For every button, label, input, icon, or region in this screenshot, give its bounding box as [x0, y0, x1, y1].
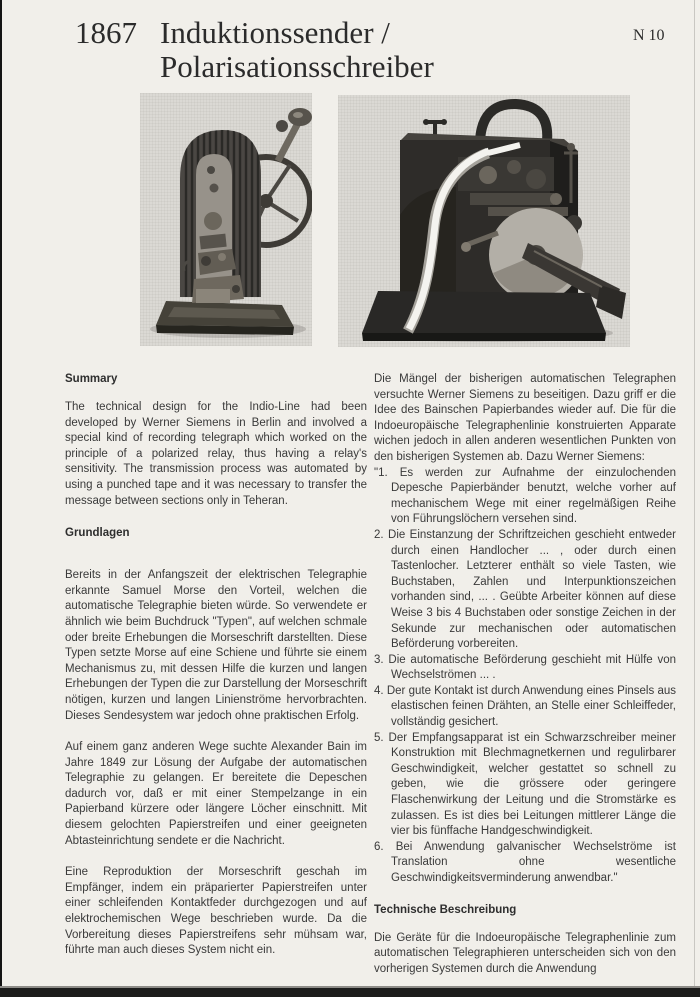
page-title-line1: Induktionssender /	[160, 15, 390, 50]
list-item-5	[374, 731, 676, 840]
summary-paragraph: The technical design for the Indio-Line had been developed by Werner Siemens in Berlin and involved a special kind of recording telegraph which worked on the principle of a polarized relay, thus having a relay's sensitivity. The transmission process was automated by using a punched tape and it was necessary to transfer the message between sections only in Teheran.	[65, 401, 367, 507]
siemens-quote-list	[374, 466, 676, 887]
year-label: 1867	[75, 15, 137, 50]
list-item-6	[374, 840, 676, 887]
list-item-5-text: Der Empfangsapparat ist ein Schwarzschreiber meiner Konstruktion mit Blechmagnetkernen und regulirbarer Geschwindigkeit, welcher gestattet so schnell zu geben, wie die grössere oder geringere Flaschenwirkung der Leitung und die Stromstärke es zulassen. Es ist dies bei Leitungen mittlerer Länge die vier bis fünffache Handgeschwindigkeit.	[388, 731, 676, 838]
list-item-3-text: Die automatische Beförderung geschieht mit Hülfe von Wechselströmen ... .	[388, 653, 676, 682]
scan-edge-bottom	[0, 986, 700, 997]
list-item-4-marker: 4.	[374, 684, 384, 697]
summary-heading: Summary	[65, 373, 118, 385]
polarisationsschreiber-illustration	[338, 95, 630, 347]
list-item-4	[374, 684, 676, 731]
list-item-1-text: Es werden zur Aufnahme der einzulochenden Depesche Papierbänder benutzt, welche vorher auf mechanischem Wege mit einer regelmäßigen Reihe von Führungslöchern versehen sind.	[391, 466, 676, 526]
grundlagen-paragraph-2: Auf einem ganz anderen Wege suchte Alexander Bain im Jahre 1849 zur Lösung der Aufgabe der automatischen Telegraphie zu gelangen. Er bereitete die Depeschen dadurch vor, daß er mit einer Stempelzange in ein Papierband kürzere oder längere Löcher einschnitt. Mit diesem gelochten Papierstreifen und einer geeigneten Abtasteinrichtung sendete er die Nachricht.	[65, 741, 367, 847]
scan-edge-left	[0, 0, 2, 997]
grundlagen-paragraph-3: Eine Reproduktion der Morseschrift geschah im Empfänger, indem ein präparierter Papierstreifen unter einer schleifenden Kontaktfeder durchgezogen und auf elektrochemischen Wege beschrieben wurde. Da die Vorbereitung dieses Papierstreifens sehr mühsam war, führte man auch dieses System nicht ein.	[65, 866, 367, 957]
scan-edge-right	[694, 0, 695, 997]
left-column	[65, 372, 367, 959]
list-item-5-marker: 5.	[374, 731, 384, 744]
photo-induktionssender	[140, 93, 312, 346]
maengel-paragraph: Die Mängel der bisherigen automatischen Telegraphen versuchte Werner Siemens zu beseitigen. Dazu griff er die Idee des Bainschen Papierbandes wieder auf. Die für die Indoeuropäische Telegraphenlinie konstruierten Apparate wichen jedoch in allen anderen wesentlichen Punkten von den bisherigen Systemen ab. Dazu Werner Siemens:	[374, 373, 676, 463]
list-item-6-text: Bei Anwendung galvanischer Wechselströme ist Translation ohne wesentliche Geschwindigkeitsverminderung anwendbar."	[391, 840, 676, 884]
technische-paragraph: Die Geräte für die Indoeuropäische Telegraphenlinie zum automatischen Telegraphieren unterscheiden sich von den vorherigen Systemen durch die Anwendung	[374, 931, 676, 975]
list-item-3	[374, 653, 676, 684]
technische-heading: Technische Beschreibung	[374, 903, 517, 916]
list-item-2	[374, 528, 676, 653]
catalog-number: N 10	[633, 27, 665, 44]
grundlagen-heading: Grundlagen	[65, 527, 130, 540]
page-header	[75, 16, 434, 84]
list-item-6-marker: 6.	[374, 840, 384, 853]
list-item-4-text: Der gute Kontakt ist durch Anwendung eines Pinsels aus elastischen feinen Drähten, an Stelle einer Schleiffeder, vollständig gesichert.	[386, 684, 676, 729]
list-item-3-marker: 3.	[374, 653, 384, 666]
induktionssender-illustration	[140, 93, 312, 346]
photo-polarisationsschreiber	[338, 95, 630, 347]
list-item-1-marker: "1.	[374, 466, 388, 479]
list-item-2-text: Die Einstanzung der Schriftzeichen geschieht entweder durch einen Handlocher ... , oder durch einen Tastenlocher. Letzterer enthält so viele Tasten, wie Buchstaben, Zahlen und Interpunktionszeichen vorhanden sind, ... . Geübte Arbeiter können auf diese Weise 3 bis 4 Buchstaben oder sonstige Zeichen in der Sekunde zur mechanischen oder automatischen Beförderung vorbereiten.	[388, 528, 676, 651]
page-title-line2: Polarisationsschreiber	[160, 49, 434, 84]
list-item-1	[374, 466, 676, 528]
list-item-2-marker: 2.	[374, 528, 384, 541]
right-column	[374, 372, 676, 977]
grundlagen-paragraph-1: Bereits in der Anfangszeit der elektrischen Telegraphie erkannte Samuel Morse den Vorteil, welchen die automatische Telegraphie bieten würde. So verwendete er ähnlich wie beim Buchdruck "Typen", auf welchen schmale oder breite Erhebungen die Morseschrift darstellten. Diese Typen setzte Morse auf eine Schiene und führte sie einem Mechanismus zu, mit dessen Hilfe die kurzen und langen Erhebungen der Typen die zur Darstellung der Morseschrift nötigen, kurzen und langen Linienströme hervorbrachten. Dieses Sendesystem war jedoch ohne praktischen Erfolg.	[65, 569, 367, 722]
